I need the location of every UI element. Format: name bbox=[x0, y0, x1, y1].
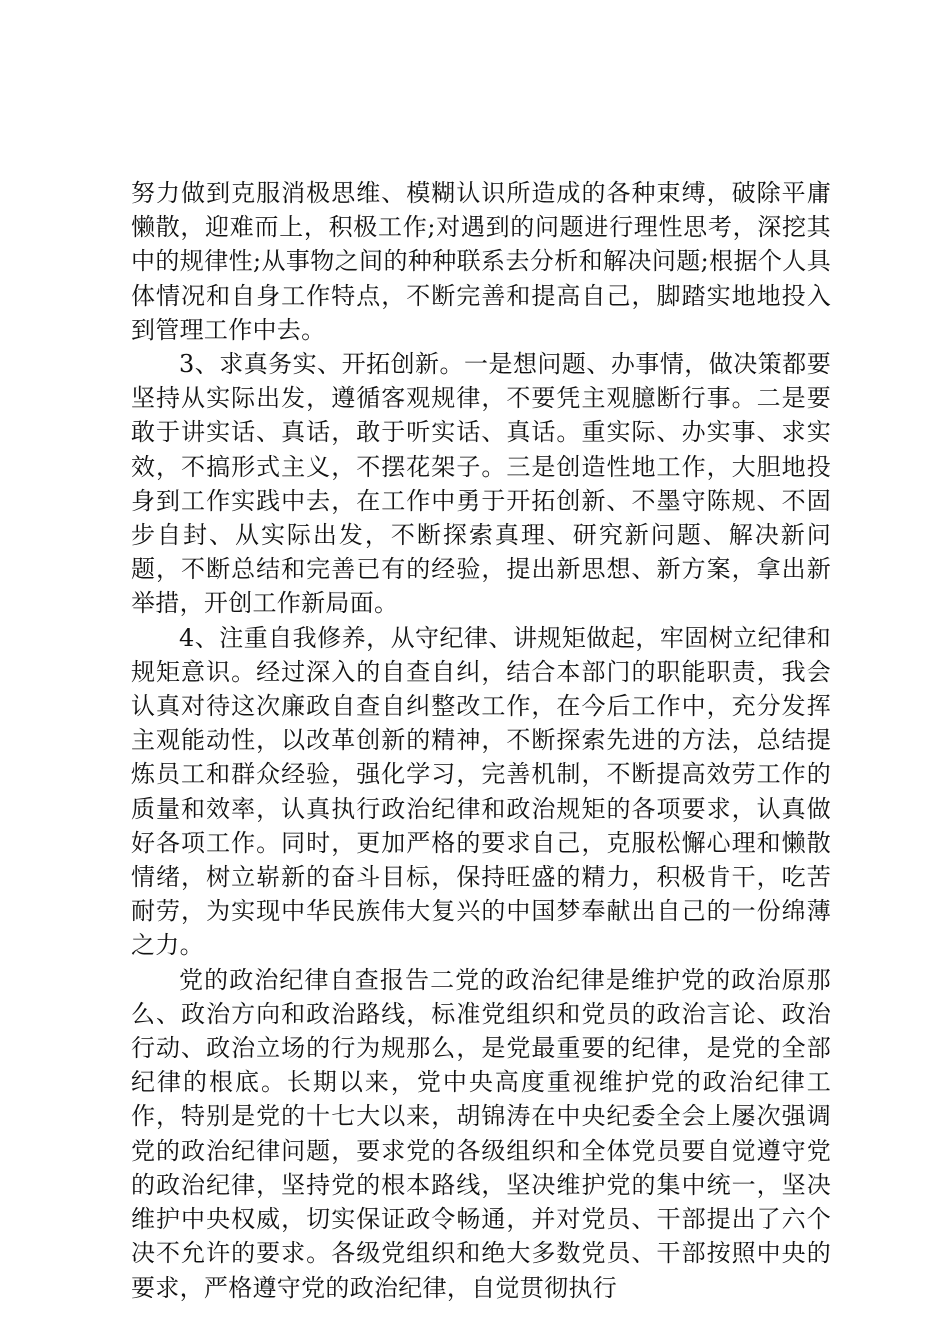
paragraph-continuation: 努力做到克服消极思维、模糊认识所造成的各种束缚，破除平庸懒散，迎难而上，积极工作;对遇到的问题进行理性思考，深挖其中的规律性;从事物之间的种种联系去分析和解决问题;根据个人具体情况和自身工作特点，不断完善和提高自己，脚踏实地地投入到管理工作中去。 bbox=[131, 179, 831, 344]
paragraph-item-3: 3、求真务实、开拓创新。一是想问题、办事情，做决策都要坚持从实际出发，遵循客观规律，不要凭主观臆断行事。二是要敢于讲实话、真话，敢于听实话、真话。重实际、办实事、求实效，不搞形式主义，不摆花架子。三是创造性地工作，大胆地投身到工作实践中去，在工作中勇于开拓创新、不墨守陈规、不固步自封、从实际出发，不断探索真理、研究新问题、解决新问题，不断总结和完善已有的经验，提出新思想、新方案，拿出新举措，开创工作新局面。 bbox=[131, 350, 831, 618]
document-body bbox=[131, 176, 831, 1305]
paragraph-report-two: 党的政治纪律自查报告二党的政治纪律是维护党的政治原那么、政治方向和政治路线，标准党组织和党员的政治言论、政治行动、政治立场的行为规那么，是党最重要的纪律，是党的全部纪律的根底。长期以来，党中央高度重视维护党的政治纪律工作，特别是党的十七大以来，胡锦涛在中央纪委全会上屡次强调党的政治纪律问题，要求党的各级组织和全体党员要自觉遵守党的政治纪律，坚持党的根本路线，坚决维护党的集中统一，坚决维护中央权威，切实保证政令畅通，并对党员、干部提出了六个决不允许的要求。各级党组织和绝大多数党员、干部按照中央的要求，严格遵守党的政治纪律，自觉贯彻执行 bbox=[131, 965, 831, 1302]
paragraph-item-4: 4、注重自我修养，从守纪律、讲规矩做起，牢固树立纪律和规矩意识。经过深入的自查自纠，结合本部门的职能职责，我会认真对待这次廉政自查自纠整改工作，在今后工作中，充分发挥主观能动性，以改革创新的精神，不断探索先进的方法，总结提炼员工和群众经验，强化学习，完善机制，不断提高效劳工作的质量和效率，认真执行政治纪律和政治规矩的各项要求，认真做好各项工作。同时，更加严格的要求自己，克服松懈心理和懒散情绪，树立崭新的奋斗目标，保持旺盛的精力，积极肯干，吃苦耐劳，为实现中华民族伟大复兴的中国梦奉献出自己的一份绵薄之力。 bbox=[131, 623, 831, 960]
